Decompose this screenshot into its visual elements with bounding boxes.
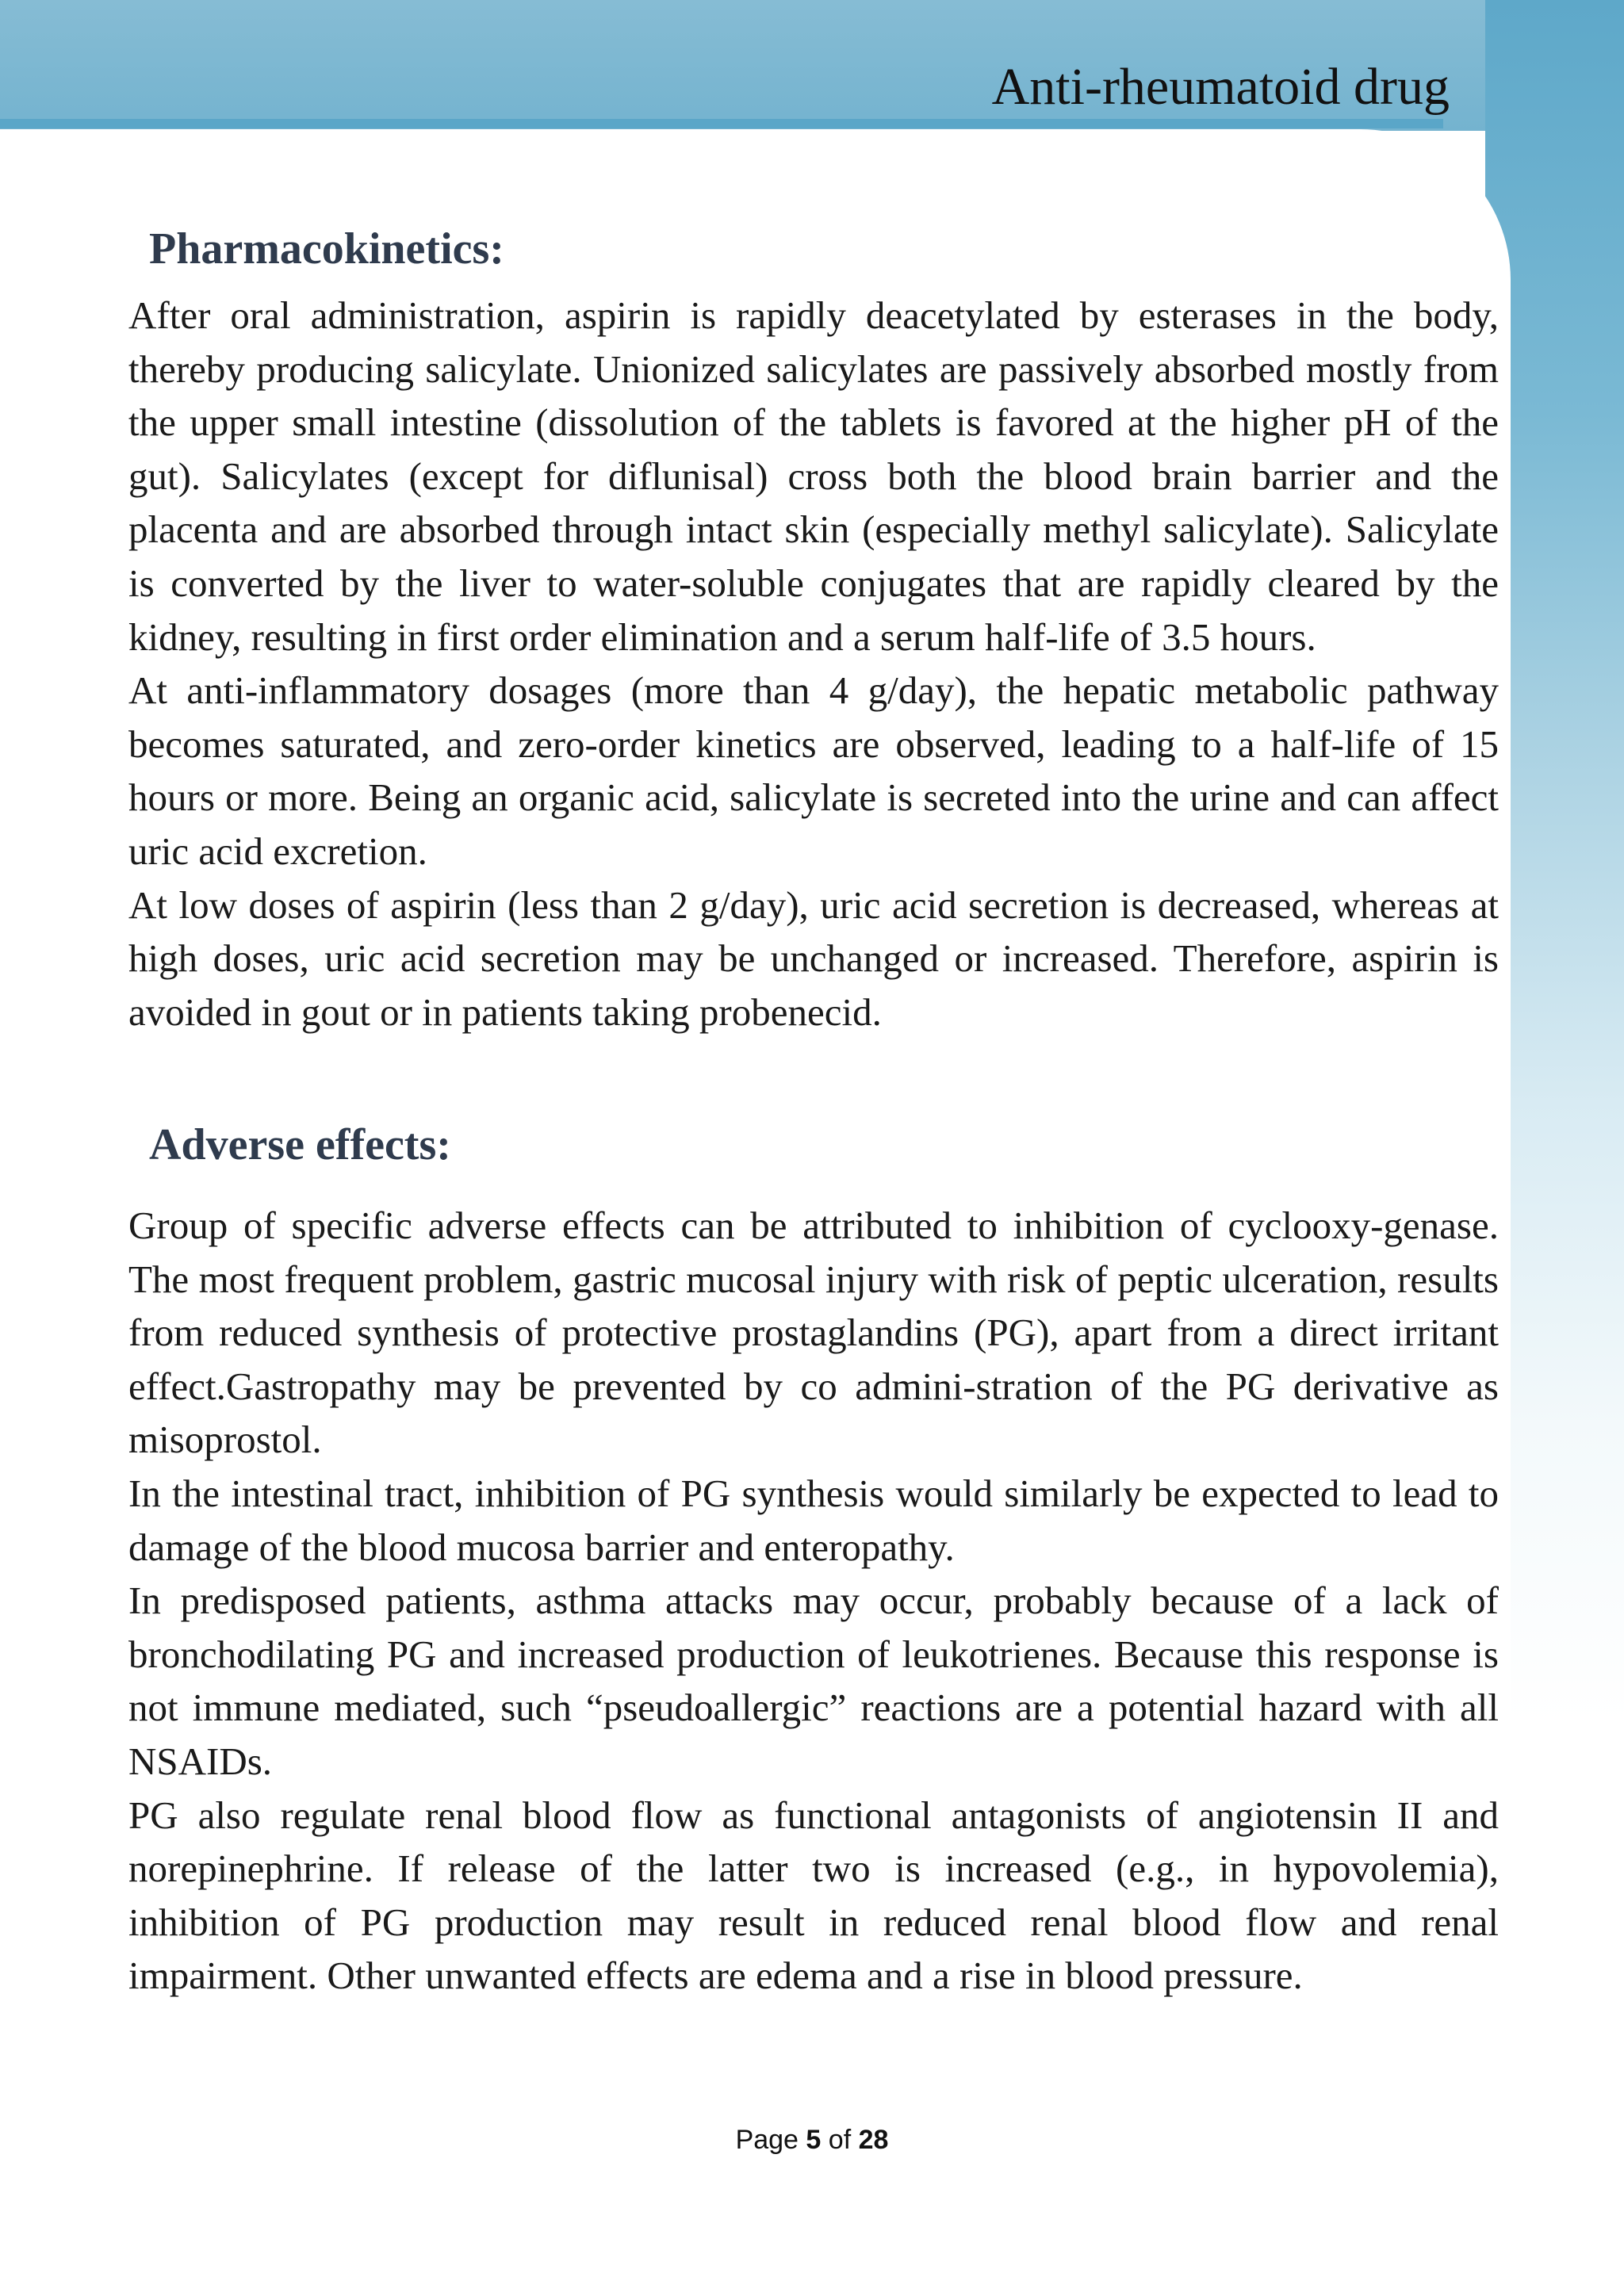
adverse-effects-body	[128, 1199, 1499, 2003]
header-rule	[0, 119, 1443, 128]
paragraph: PG also regulate renal blood flow as functional antagonists of angiotensin II and norepinephrine. If release of the latter two is increased (e.g., in hypovolemia), inhibition of PG production may result in reduced renal blood flow and renal impairment. Other unwanted effects are edema and a rise in blood pressure.	[128, 1793, 1499, 1998]
current-page: 5	[806, 2125, 822, 2155]
page-word: Page	[735, 2125, 799, 2155]
paragraph: At low doses of aspirin (less than 2 g/day), uric acid secretion is decreased, whereas at high doses, uric acid secretion may be unchanged or increased. Therefore, aspirin is avoided in gout or in patients taking probenecid.	[128, 882, 1499, 1034]
paragraph: Group of specific adverse effects can be attributed to inhibition of cyclooxy-genase. The most frequent problem, gastric mucosal injury with risk of peptic ulceration, results from reduced synthesis of protective prostaglandins (PG), apart from a direct irritant effect.Gastropathy may be prevented by co admini-stration of the PG derivative as misoprostol.	[128, 1203, 1499, 1462]
heading-adverse-effects: Adverse effects:	[149, 1120, 451, 1169]
paragraph: At anti-inflammatory dosages (more than 4 g/day), the hepatic metabolic pathway becomes saturated, and zero-order kinetics are observed, leading to a half-life of 15 hours or more. Being an organic acid, salicylate is secreted into the urine and can affect uric acid excretion.	[128, 668, 1499, 873]
page-number	[0, 2125, 1624, 2156]
of-word: of	[828, 2125, 852, 2155]
total-pages: 28	[858, 2125, 889, 2155]
paragraph: In the intestinal tract, inhibition of PG synthesis would similarly be expected to lead to damage of the blood mucosa barrier and enteropathy.	[128, 1471, 1499, 1569]
paragraph: After oral administration, aspirin is rapidly deacetylated by esterases in the body, thereby producing salicylate. Unionized salicylates are passively absorbed mostly from the upper small intestine (dissolution of the tablets is favored at the higher pH of the gut). Salicylates (except for diflunisal) cross both the blood brain barrier and the placenta and are absorbed through intact skin (especially methyl salicylate). Salicylate is converted by the liver to water-soluble conjugates that are rapidly cleared by the kidney, resulting in first order elimination and a serum half-life of 3.5 hours.	[128, 293, 1499, 659]
paragraph: In predisposed patients, asthma attacks may occur, probably because of a lack of bronchodilating PG and increased production of leukotrienes. Because this response is not immune mediated, such “pseudoallergic” reactions are a potential hazard with all NSAIDs.	[128, 1578, 1499, 1783]
document-title: Anti-rheumatoid drug	[991, 58, 1450, 116]
heading-pharmacokinetics: Pharmacokinetics:	[149, 224, 504, 274]
pharmacokinetics-body	[128, 289, 1499, 1039]
